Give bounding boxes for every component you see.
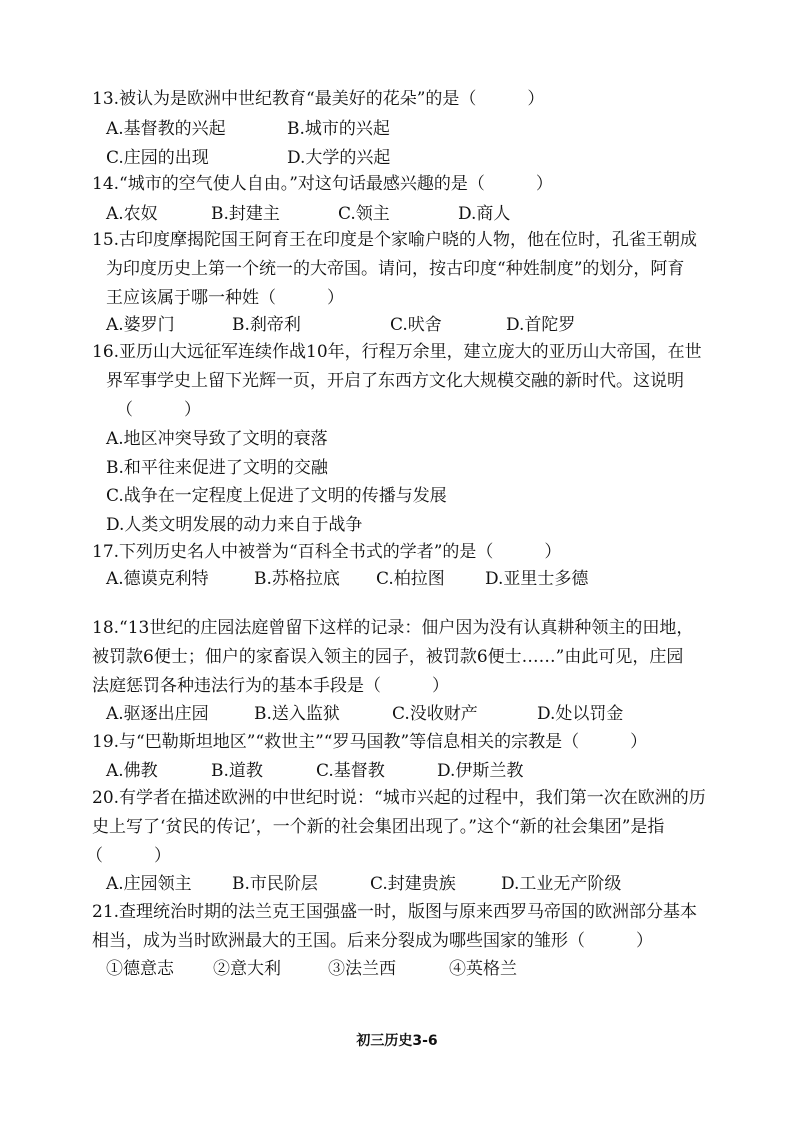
- option-b: B.道教: [211, 761, 263, 781]
- question-15-line-2: 为印度历史上第一个统一的大帝国。请问，按古印度“种姓制度”的划分，阿育: [106, 259, 685, 279]
- option-c: C.柏拉图: [376, 569, 445, 589]
- option-b: B.市民阶层: [232, 874, 318, 894]
- option-c: C.没收财产: [392, 704, 478, 724]
- option-c: C.领主: [338, 204, 390, 224]
- option-d: D.工业无产阶级: [501, 874, 622, 894]
- option-d: D.亚里士多德: [485, 569, 589, 589]
- option-3: ③法兰西: [328, 959, 396, 979]
- option-4: ④英格兰: [449, 959, 517, 979]
- question-16-option-b: B.和平往来促进了文明的交融: [106, 458, 328, 478]
- question-20-line-2: 史上写了‘贫民的传记’，一个新的社会集团出现了。”这个“新的社会集团”是指: [92, 817, 665, 837]
- option-d: D.处以罚金: [537, 704, 624, 724]
- question-18-line-1: 18.“13世纪的庄园法庭曾留下这样的记录：佃户因为没有认真耕种领主的田地，: [92, 618, 694, 638]
- option-a: A.农奴: [106, 204, 158, 224]
- option-d: D.伊斯兰教: [437, 761, 524, 781]
- question-16-option-a: A.地区冲突导致了文明的衰落: [106, 429, 328, 449]
- question-21-line-2: 相当，成为当时欧洲最大的王国。后来分裂成为哪些国家的雏形（ ）: [92, 931, 653, 951]
- option-a: A.婆罗门: [106, 315, 175, 335]
- option-b: B.城市的兴起: [287, 119, 390, 139]
- question-16-line-2: 界军事学史上留下光辉一页，开启了东西方文化大规模交融的新时代。这说明: [106, 371, 684, 391]
- option-b: B.送入监狱: [254, 704, 340, 724]
- question-18-line-2: 被罚款6便士；佃户的家畜误入领主的园子，被罚款6便士……”由此可见，庄园: [92, 647, 684, 667]
- option-c: C.吠舍: [390, 315, 442, 335]
- question-19-stem: 19.与“巴勒斯坦地区”“救世主”“罗马国教”等信息相关的宗教是（ ）: [92, 732, 648, 752]
- question-18-line-3: 法庭惩罚各种违法行为的基本手段是（ ）: [92, 676, 449, 696]
- page-footer: 初三历史3-6: [356, 1033, 438, 1049]
- question-13-stem: 13.被认为是欧洲中世纪教育“最美好的花朵”的是（ ）: [92, 89, 545, 109]
- option-a: A.德谟克利特: [106, 569, 209, 589]
- question-16-line-1: 16.亚历山大远征军连续作战10年，行程万余里，建立庞大的亚历山大帝国，在世: [92, 342, 702, 362]
- question-14-stem: 14.“城市的空气使人自由。”对这句话最感兴趣的是（ ）: [92, 174, 553, 194]
- option-a: A.佛教: [106, 761, 158, 781]
- option-b: B.封建主: [211, 204, 280, 224]
- option-a: A.基督教的兴起: [106, 119, 226, 139]
- question-16-option-c: C.战争在一定程度上促进了文明的传播与发展: [106, 486, 447, 506]
- option-c: C.封建贵族: [370, 874, 456, 894]
- option-d: D.大学的兴起: [287, 148, 391, 168]
- question-16-option-d: D.人类文明发展的动力来自于战争: [106, 515, 363, 535]
- option-2: ②意大利: [213, 959, 281, 979]
- option-c: C.庄园的出现: [106, 148, 209, 168]
- option-c: C.基督教: [316, 761, 385, 781]
- option-d: D.首陀罗: [506, 315, 576, 335]
- option-b: B.刹帝利: [232, 315, 301, 335]
- option-a: A.庄园领主: [106, 874, 192, 894]
- question-15-line-3: 王应该属于哪一种姓（ ）: [106, 288, 344, 308]
- question-15-line-1: 15.古印度摩揭陀国王阿育王在印度是个家喻户晓的人物，他在位时，孔雀王朝成: [92, 230, 698, 250]
- question-17-stem: 17.下列历史名人中被誉为“百科全书式的学者”的是（ ）: [92, 542, 562, 562]
- option-1: ①德意志: [106, 959, 174, 979]
- option-d: D.商人: [458, 204, 511, 224]
- option-b: B.苏格拉底: [254, 569, 340, 589]
- question-20-line-3: （ ）: [86, 846, 171, 866]
- question-20-line-1: 20.有学者在描述欧洲的中世纪时说：“城市兴起的过程中，我们第一次在欧洲的历: [92, 788, 706, 808]
- question-21-line-1: 21.查理统治时期的法兰克王国强盛一时，版图与原来西罗马帝国的欧洲部分基本: [92, 902, 698, 922]
- question-16-line-3: （ ）: [116, 400, 201, 420]
- option-a: A.驱逐出庄园: [106, 704, 209, 724]
